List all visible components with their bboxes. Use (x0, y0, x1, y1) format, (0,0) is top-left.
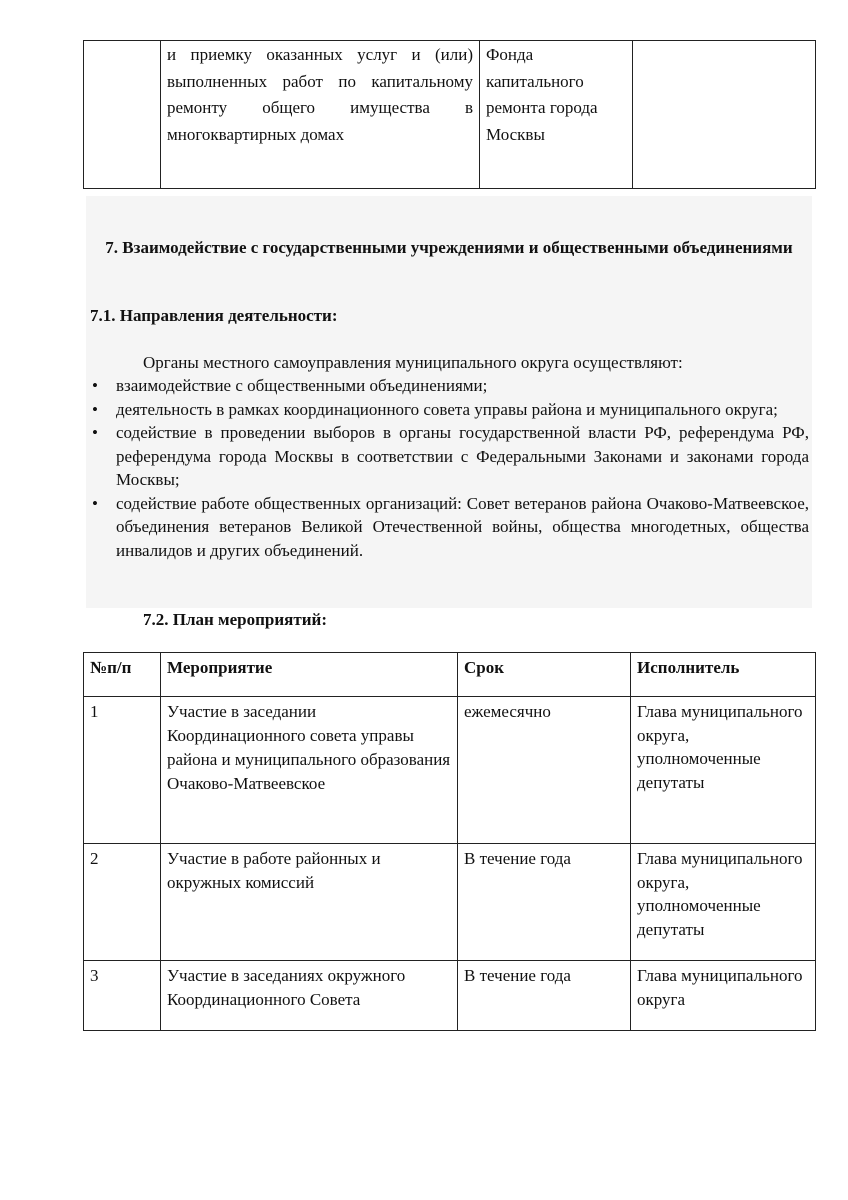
cell-event: Участие в заседаниях окружного Координационного Совета (161, 961, 458, 1031)
cell-executor: Глава муниципального округа, уполномоченные депутаты (631, 697, 816, 844)
cell-event: Участие в заседании Координационного совета управы района и муниципального образования Очаково-Матвеевское (161, 697, 458, 844)
cell-num (84, 41, 161, 189)
cell-term: В течение года (458, 844, 631, 961)
table-row (84, 844, 816, 961)
list-item: • содействие работе общественных организаций: Совет ветеранов района Очаково-Матвеевское, объединения ветеранов Великой Отечественной войны, общества многодетных, общества инвалидов и других объединений. (90, 492, 809, 563)
section-title: 7. Взаимодействие с государственными учреждениями и общественными объединениями (105, 238, 793, 257)
subsection-heading-7-1: 7.1. Направления деятельности: (90, 306, 338, 325)
cell-num: 2 (84, 844, 161, 961)
cell-term: ежемесячно (458, 697, 631, 844)
cell-executor: Глава муниципального округа, уполномоченные депутаты (631, 844, 816, 961)
plan-table (83, 652, 816, 1031)
table-row (84, 41, 816, 189)
table-header-row (84, 653, 816, 697)
list-item: • деятельность в рамках координационного совета управы района и муниципального округа; (90, 398, 809, 422)
cell-executor (633, 41, 816, 189)
header-term: Срок (458, 653, 631, 697)
continued-table (83, 40, 816, 189)
header-event: Мероприятие (161, 653, 458, 697)
cell-num: 3 (84, 961, 161, 1031)
subsection-heading-7-2: 7.2. План мероприятий: (143, 610, 327, 629)
list-item: • взаимодействие с общественными объединениями; (90, 374, 809, 398)
cell-term: Фонда капитального ремонта города Москвы (480, 41, 633, 189)
cell-term: В течение года (458, 961, 631, 1031)
cell-event: Участие в работе районных и окружных комиссий (161, 844, 458, 961)
table-row (84, 961, 816, 1031)
cell-executor: Глава муниципального округа (631, 961, 816, 1031)
cell-event: и приемку оказанных услуг и (или) выполненных работ по капитальному ремонту общего имущества в многоквартирных домах (161, 41, 480, 189)
table-row (84, 697, 816, 844)
intro-paragraph: Органы местного самоуправления муниципального округа осуществляют: (143, 353, 683, 372)
list-item: • содействие в проведении выборов в органы государственной власти РФ, референдума РФ, референдума города Москвы в соответствии с Федеральными Законами и законами города Москвы; (90, 421, 809, 492)
header-executor: Исполнитель (631, 653, 816, 697)
activity-list (90, 374, 809, 562)
header-num: №п/п (84, 653, 161, 697)
cell-num: 1 (84, 697, 161, 844)
